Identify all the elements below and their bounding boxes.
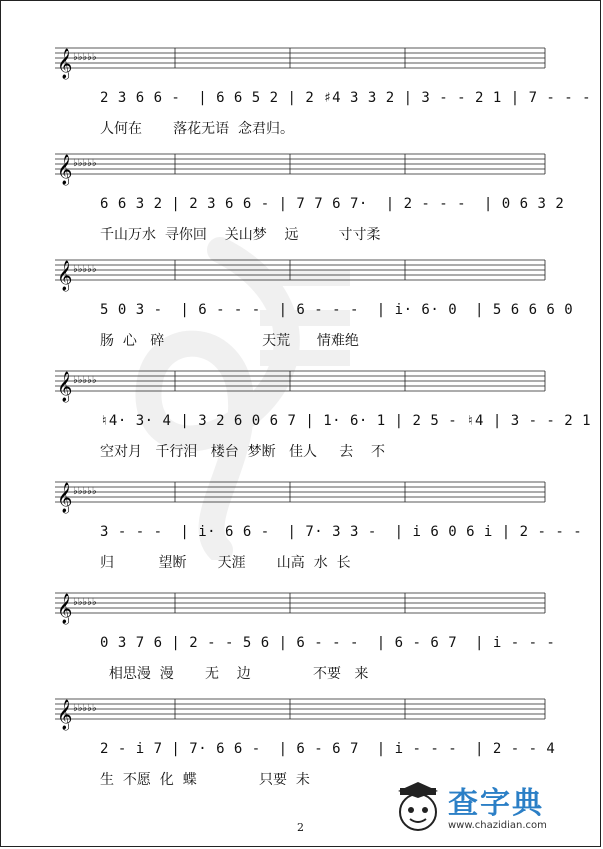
- key-signature-flats-icon: ♭♭♭♭♭: [73, 703, 97, 714]
- key-signature-flats-icon: ♭♭♭♭♭: [73, 264, 97, 275]
- scholar-mascot-icon: [390, 778, 446, 838]
- lyrics-line: 生 不愿 化 蝶 只要 未: [100, 772, 310, 788]
- treble-clef-icon: 𝄞: [57, 483, 73, 513]
- key-signature-flats-icon: ♭♭♭♭♭: [73, 597, 97, 608]
- lyrics-line: 空对月 千行泪 楼台 梦断 佳人 去 不: [100, 444, 386, 460]
- treble-clef-icon: 𝄞: [57, 49, 73, 79]
- treble-clef-icon: 𝄞: [57, 594, 73, 624]
- score-system: [0, 40, 603, 140]
- jianpu-notation-line: 2 3 6 6 - | 6 6 5 2 | 2 ♯4 3 3 2 | 3 - - 2 1 | 7 - - -: [100, 90, 592, 106]
- treble-clef-icon: 𝄞: [57, 155, 73, 185]
- lyrics-line: 相思漫 漫 无 边 不要 来: [100, 666, 369, 682]
- music-staff: [55, 146, 550, 186]
- key-signature-flats-icon: ♭♭♭♭♭: [73, 52, 97, 63]
- score-system: [0, 252, 603, 352]
- jianpu-notation-line: ♮4· 3· 4 | 3 2 6 0 6 7 | 1· 6· 1 | 2 5 - ♮4 | 3 - - 2 1: [100, 413, 592, 429]
- jianpu-notation-line: 2 - i 7 | 7· 6 6 - | 6 - 6 7 | i - - - | 2 - - 4: [100, 741, 556, 757]
- lyrics-line: 人何在 落花无语 念君归。: [100, 121, 295, 137]
- site-logo[interactable]: [388, 772, 600, 846]
- treble-clef-icon: 𝄞: [57, 372, 73, 402]
- jianpu-notation-line: 3 - - - | i· 6 6 - | 7· 3 3 - | i 6 0 6 i | 2 - - -: [100, 524, 583, 540]
- logo-title: 查字典: [448, 786, 544, 821]
- treble-clef-icon: 𝄞: [57, 261, 73, 291]
- logo-url: www.chazidian.com: [448, 820, 547, 831]
- score-system: [0, 146, 603, 246]
- key-signature-flats-icon: ♭♭♭♭♭: [73, 486, 97, 497]
- page-number: 2: [297, 821, 304, 834]
- key-signature-flats-icon: ♭♭♭♭♭: [73, 375, 97, 386]
- music-staff: [55, 474, 550, 514]
- treble-clef-icon: 𝄞: [57, 700, 73, 730]
- music-staff: [55, 585, 550, 625]
- key-signature-flats-icon: ♭♭♭♭♭: [73, 158, 97, 169]
- music-staff: [55, 40, 550, 80]
- lyrics-line: 归 望断 天涯 山高 水 长: [100, 555, 351, 571]
- jianpu-notation-line: 0 3 7 6 | 2 - - 5 6 | 6 - - - | 6 - 6 7 | i - - -: [100, 635, 556, 651]
- music-staff: [55, 363, 550, 403]
- score-system: [0, 363, 603, 463]
- jianpu-notation-line: 6 6 3 2 | 2 3 6 6 - | 7 7 6 7· | 2 - - - | 0 6 3 2: [100, 196, 565, 212]
- lyrics-line: 肠 心 碎 天荒 情难绝: [100, 333, 359, 349]
- score-system: [0, 585, 603, 685]
- lyrics-line: 千山万水 寻你回 关山梦 远 寸寸柔: [100, 227, 381, 243]
- music-staff: [55, 252, 550, 292]
- jianpu-notation-line: 5 0 3 - | 6 - - - | 6 - - - | i· 6· 0 | 5 6 6 6 0: [100, 302, 574, 318]
- music-staff: [55, 691, 550, 731]
- score-system: [0, 474, 603, 574]
